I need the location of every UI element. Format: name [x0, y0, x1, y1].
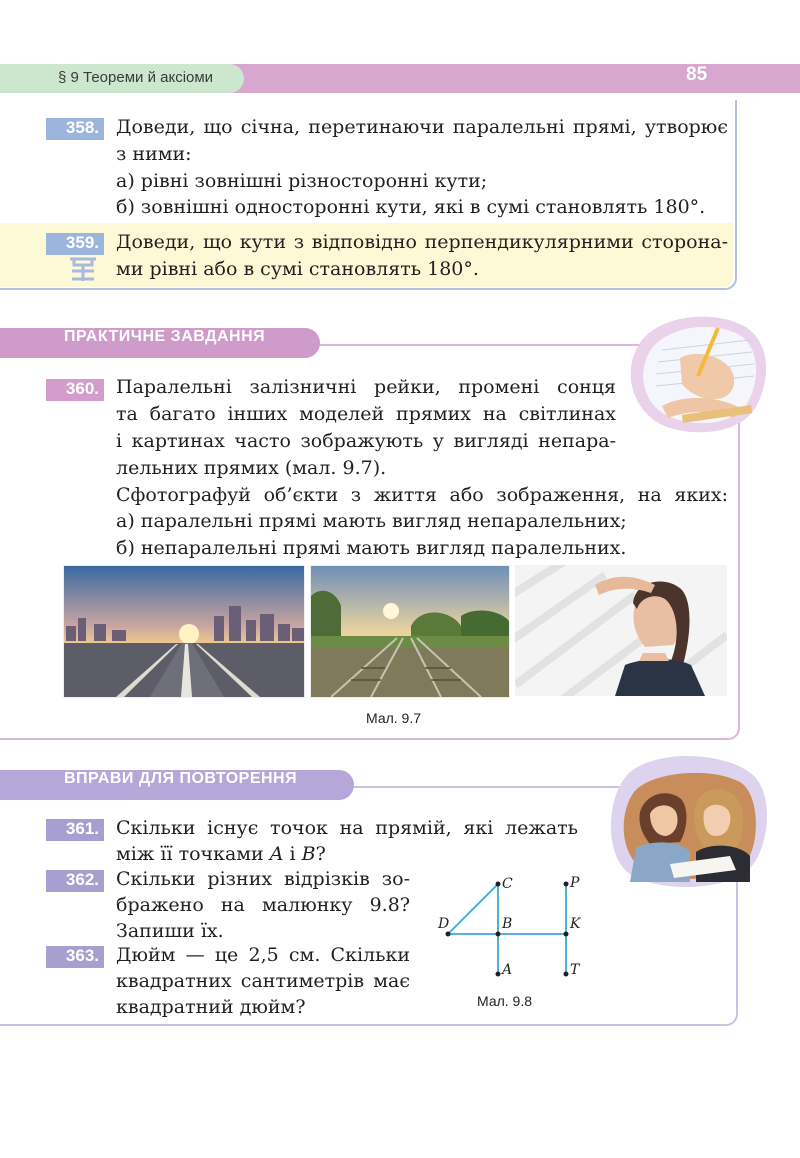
photo-city-road: [63, 565, 305, 698]
difficulty-icon: [68, 255, 98, 283]
label-d: D: [438, 916, 450, 932]
exercise-363-line2: квадратних сантиметрів має: [116, 970, 410, 992]
figure-9-8-diagram: [430, 870, 590, 990]
section-title: § 9 Теореми й аксіоми: [58, 69, 214, 86]
exercise-361-line1: Скільки існує точок на прямій, які лежать: [116, 817, 578, 839]
exercise-number-358: 358.: [46, 118, 104, 140]
label-c: C: [502, 876, 513, 892]
exercise-359-line2: ми рівні або в сумі становлять 180°.: [116, 258, 479, 280]
exercise-362-line3: Запиши їх.: [116, 920, 224, 942]
point-t: [564, 972, 569, 977]
point-d: [446, 932, 451, 937]
practical-banner: ПРАКТИЧНЕ ЗАВДАННЯ: [0, 328, 320, 358]
writing-hand-illustration: [622, 310, 772, 440]
point-b-label: B: [301, 843, 316, 865]
figure-9-7-caption: Мал. 9.7: [366, 710, 422, 726]
exercise-number-362: 362.: [46, 870, 104, 892]
exercise-360-line2: та багато інших моделей прямих на світлинах: [116, 403, 616, 425]
exercise-360-option-a: а) паралельні прямі мають вигляд непаралельних;: [116, 510, 627, 532]
label-b: B: [502, 916, 513, 932]
exercise-360-line5: Сфотографуй об’єкти з життя або зображення, на яких:: [116, 484, 728, 506]
exercise-358-line2: з ними:: [116, 143, 192, 165]
exercise-number-361: 361.: [46, 819, 104, 841]
exercise-358-line1: Доведи, що січна, перетинаючи паралельні прямі, утворює: [116, 116, 728, 138]
exercise-363-line1: Дюйм — це 2,5 см. Скільки: [116, 944, 410, 966]
point-k: [564, 932, 569, 937]
label-t: T: [570, 962, 580, 978]
exercise-360-line1: Паралельні залізничні рейки, промені сонця: [116, 376, 616, 398]
label-p: P: [570, 875, 580, 891]
exercise-number-360: 360.: [46, 379, 104, 401]
photo-woman-shadows: [515, 565, 727, 696]
label-k: K: [570, 916, 581, 932]
students-illustration: [600, 752, 770, 890]
point-a-label: A: [269, 843, 284, 865]
review-banner: ВПРАВИ ДЛЯ ПОВТОРЕННЯ: [0, 770, 354, 800]
point-p: [564, 882, 569, 887]
photo-railway: [310, 565, 510, 698]
exercise-358-option-b: б) зовнішні односторонні кути, які в сумі становлять 180°.: [116, 196, 706, 218]
exercise-360-line4: лельних прямих (мал. 9.7).: [116, 457, 387, 479]
exercise-362-line1: Скільки різних відрізків зо-: [116, 868, 410, 890]
figure-9-8-caption: Мал. 9.8: [477, 993, 533, 1009]
exercise-360-line3: і картинах часто зображують у вигляді непара-: [116, 430, 616, 452]
label-a: A: [502, 962, 513, 978]
point-c: [496, 882, 501, 887]
exercise-363-line3: квадратний дюйм?: [116, 996, 306, 1018]
exercise-361-line2: між її точками A і B?: [116, 843, 326, 865]
exercise-number-359: 359.: [46, 233, 104, 255]
exercise-358-option-a: а) рівні зовнішні різносторонні кути;: [116, 170, 488, 192]
exercise-359-line1: Доведи, що кути з відповідно перпендикулярними сторона-: [116, 231, 728, 253]
exercise-number-363: 363.: [46, 946, 104, 968]
point-a: [496, 972, 501, 977]
exercise-362-line2: бражено на малюнку 9.8?: [116, 894, 410, 916]
page-number: 85: [686, 64, 708, 85]
exercise-360-option-b: б) непаралельні прямі мають вигляд паралельних.: [116, 537, 627, 559]
point-b: [496, 932, 501, 937]
